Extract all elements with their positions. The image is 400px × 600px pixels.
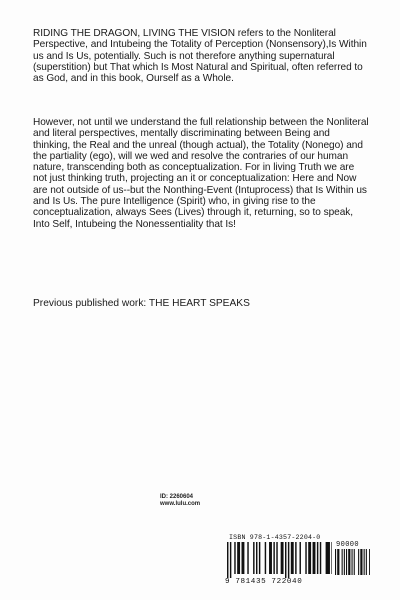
- ean-barcode-icon: [226, 542, 332, 578]
- price-code: 90000: [336, 541, 360, 549]
- publisher-id-block: [160, 494, 200, 516]
- blurb-paragraph-2: However, not until we understand the full relationship between the Nonliteral and literal perspectives, mentally discriminating between Being and thinking, the Real and the unreal (though actual), the Totality (Nonego) and the partiality (ego), will we wed and resolve the contraries of our human nature, transcending both as conceptualization. For in living Truth we are not just thinking truth, projecting an it or conceptualization: Here and Now are not outside of us--but the Nonthing-Event (Intuprocess) that Is Within us and Is Us. The pure Intelligence (Spirit) who, in giving rise to the conceptualization, always Sees (Lives) through it, returning, so to speak, Into Self, Intubeing the Nonessentiality that Is!: [33, 117, 369, 230]
- ean-digits: 9 781435 722040: [225, 578, 303, 586]
- price-addon-barcode-icon: [334, 549, 370, 579]
- blurb-paragraph-1: RIDING THE DRAGON, LIVING THE VISION refers to the Nonliteral Perspective, and Intubeing the Totality of Perception (Nonsensory),Is Within us and Is Us, potentially. Such is not therefore anything supernatural (superstition) but That which Is Most Natural and Spiritual, often referred to as God, and in this book, Ourself as a Whole.: [33, 28, 367, 85]
- publisher-id: ID: 2260604: [160, 494, 194, 500]
- publisher-url: www.lulu.com: [160, 501, 201, 507]
- isbn-label: ISBN 978-1-4357-2204-0: [229, 534, 321, 541]
- previous-work-line: Previous published work: THE HEART SPEAKS: [33, 298, 250, 309]
